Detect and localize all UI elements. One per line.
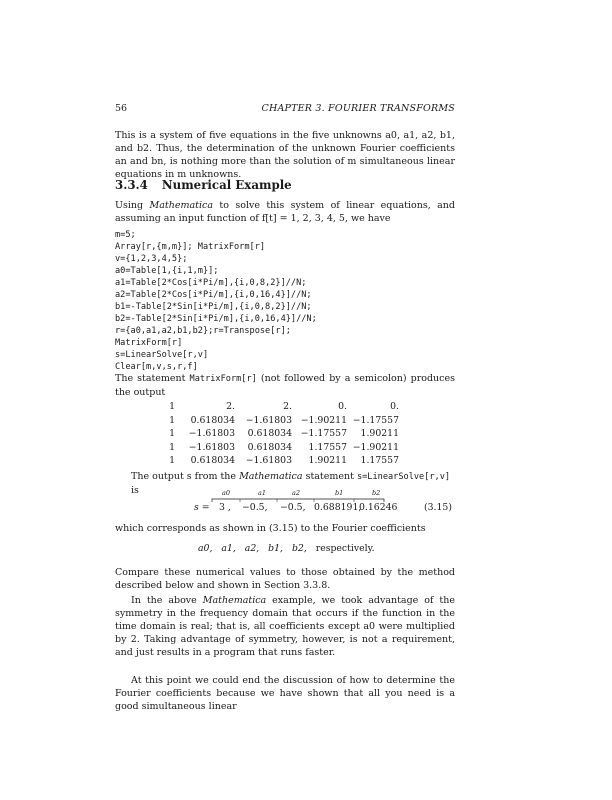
page-number: 56 [115,103,128,114]
coefficient-label: a1 [258,489,267,497]
solution-value: −0.5, [280,502,306,513]
matrix-cell: 1.17557 [308,441,347,453]
code-line: Clear[m,v,s,r,f] [115,362,198,372]
coefficient-label: b2 [372,489,381,497]
paragraph-statement: The statement MatrixForm[r] (not followed by a semicolon) produces the output [115,373,455,399]
code-line: Array[r,{m,m}]; MatrixForm[r] [115,242,266,252]
code-line: r={a0,a1,a2,b1,b2};r=Transpose[r]; [115,326,291,336]
paragraph-compare: Compare these numerical values to those obtained by the method described below and shown in Section 3.3.8. [115,567,455,592]
matrix-cell: 1.90211 [360,428,399,440]
solution-lhs: s = [194,502,210,513]
software-name: Mathematica [149,200,213,211]
equation-number: (3.15) [424,502,452,513]
page-header [115,103,455,117]
matrix-output [165,401,425,469]
code-listing [115,229,455,373]
matrix-cell: 2. [226,401,235,412]
solution-value: 0.16246 [359,502,398,513]
matrix-cell: 0.618034 [190,414,235,426]
solution-value: 3 , [219,502,231,513]
matrix-cell: 1 [169,401,175,412]
paragraph-symmetry: In the above Mathematica example, we took advantage of the symmetry in the frequency domain that occurs if the function in the time domain is real; that is, all coefficients except a0 were multiplied by 2. Taking advantage of symmetry, however, is not a requirement, and just results in a program that runs faster. [115,595,455,659]
code-line: a2=Table[2*Cos[i*Pi/m],{i,0,16,4}]//N; [115,290,312,300]
code-line: b1=-Table[2*Sin[i*Pi/m],{i,0,8,2}]//N; [115,302,312,312]
matrix-cell: −1.61803 [188,428,235,440]
matrix-cell: −1.61803 [188,441,235,453]
chapter-title: CHAPTER 3. FOURIER TRANSFORMS [261,103,455,114]
code-line: b2=-Table[2*Sin[i*Pi/m],{i,0,16,4}]//N; [115,314,317,324]
matrix-cell: −1.90211 [352,441,399,453]
inline-code: s=LinearSolve[r,v] [356,472,451,482]
software-name: Mathematica [239,471,303,482]
code-line: s=LinearSolve[r,v] [115,350,209,360]
code-line: MatrixForm[r] [115,338,183,348]
code-line: v={1,2,3,4,5}; [115,254,188,264]
section-title: Numerical Example [161,178,292,192]
inline-code: MatrixForm[r] [189,374,257,384]
matrix-cell: 1.90211 [308,455,347,467]
solution-value: −0.5, [242,502,268,513]
matrix-cell: −1.61803 [245,414,292,426]
matrix-cell: −1.17557 [352,414,399,426]
matrix-cell: −1.90211 [300,414,347,426]
matrix-row [165,415,425,429]
matrix-cell: 0. [338,401,347,412]
matrix-cell: −1.61803 [245,455,292,467]
matrix-cell: 0.618034 [190,455,235,467]
matrix-cell: 1.17557 [360,455,399,467]
section-heading [115,178,455,192]
matrix-cell: 1 [169,414,175,426]
coefficient-label: a0 [222,489,231,497]
software-name: Mathematica [202,595,267,606]
matrix-cell: 1 [169,455,175,467]
code-line: m=5; [115,230,136,240]
matrix-row [165,442,425,456]
matrix-cell: 0. [390,401,399,412]
matrix-cell: 1 [169,428,175,440]
coefficient-label: b1 [335,489,344,497]
solution-vector [194,489,398,515]
matrix-cell: 0.618034 [247,428,292,440]
matrix-cell: 1 [169,441,175,453]
code-line: a1=Table[2*Cos[i*Pi/m],{i,0,8,2}]//N; [115,278,307,288]
matrix-cell: 0.618034 [247,441,292,453]
matrix-cell: 2. [283,401,292,412]
paragraph-end: At this point we could end the discussion of how to determine the Fourier coefficients because we have shown that all you need is a good simultaneous linear [115,675,455,713]
code-line: a0=Table[1,{i,1,m}]; [115,266,219,276]
paragraph-intro: This is a system of five equations in the five unknowns a0, a1, a2, b1, and b2. Thus, the determination of the unknown Fourier coefficients an and bn, is nothing more than the solution of m simultaneous linear equations in m unknowns. [115,130,455,181]
coefficient-list: a0, a1, a2, b1, b2, respectively. [198,543,375,554]
matrix-cell: −1.17557 [300,428,347,440]
section-number: 3.3.4 [115,178,148,192]
paragraph-using: Using Mathematica to solve this system of linear equations, and assuming an input function of f[t] = 1, 2, 3, 4, 5, we have [115,200,455,225]
coefficient-label: a2 [292,489,301,497]
matrix-row [165,428,425,442]
paragraph-corresponds: which corresponds as shown in (3.15) to the Fourier coefficients [115,523,426,534]
solution-value: 0.688191, [314,502,362,513]
paragraph-output: The output s from the Mathematica statement s=LinearSolve[r,v] is [131,471,451,497]
matrix-row [165,455,425,469]
matrix-row [165,401,425,415]
